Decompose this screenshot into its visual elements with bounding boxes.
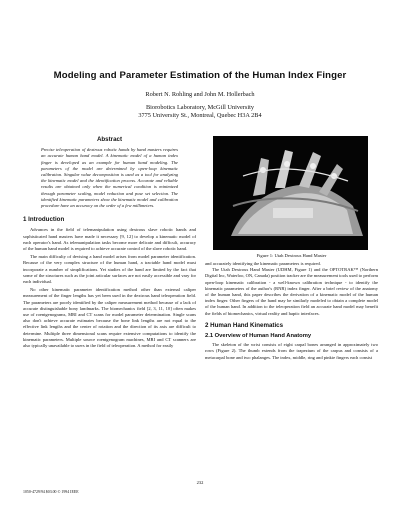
anatomy-heading: 2.1 Overview of Human Hand Anatomy: [205, 333, 312, 340]
left-column: [23, 137, 196, 351]
intro-paragraph-3: No other kinematic parameter identification method other than external caliper measurement of the finger lengths has yet been used in the dextrous hand teleoperation field. The parameters are poorly identified by the caliper measurement method because of a lack of accurate distinguishable bony landmarks. The biomechanics field [2, 3, 11, 10] often makes use of roentgenograms, MRI and CT scans for model parameter determination. Single scans also don't achieve accurate estimates because the bone link lengths are not equal to the effective link lengths and the center of rotation and the direction of its axis are difficult to determine. Multiple three dimensional scans require extensive computations to identify the kinematic parameters. Multiple source roentgenogram machines, MRI and CT scanners are also typically unavailable to users in the field of teleoperation. A method for easily: [23, 287, 196, 349]
abstract-text: Precise teleoperation of dextrous robotic hands by hand masters requires an accurate human hand model. A kinematic model of a human index finger is developed as an example for human hand modeling. The parameters of the model are determined by open-loop kinematic calibration. Singular value decomposition is used as a tool for analyzing the kinematic model and the identification process. Accurate and reliable results are obtained only when the numerical condition is minimized through parameter scaling, model reduction and pose set selection. The identified kinematic parameters show the kinematic model and calibration procedure have an accuracy on the order of a few millimeters.: [41, 147, 178, 209]
anatomy-paragraph: The skeleton of the wrist consists of eight carpal bones arranged in approximately two rows (Figure 2). The thumb extends from the trapezium of the carpus and consists of a metacarpal bone and two phalanges. The index, middle, ring and pinkie fingers each consist: [205, 342, 378, 360]
abstract-heading: Abstract: [96, 136, 123, 143]
right-column: [205, 261, 378, 363]
figure-caption: Figure 1: Utah Dextrous Hand Master: [256, 253, 327, 258]
copyright-footer: 1050-4729/94 $03.00 © 1994 IEEE: [23, 490, 79, 494]
address: 3775 University St., Montreal, Quebec H3A 2B4: [138, 112, 262, 119]
paper-title: Modeling and Parameter Estimation of the Human Index Finger: [53, 70, 347, 81]
introduction-heading: 1 Introduction: [23, 216, 65, 224]
page-number: 232: [196, 480, 204, 485]
hand-master-photo: [213, 136, 368, 250]
figure-utah-hand-master: [213, 136, 368, 250]
kinematics-heading: 2 Human Hand Kinematics: [205, 321, 284, 329]
intro-paragraph-1: Advances in the field of telemanipulation using dextrous slave robotic hands and sophisticated hand masters have made it necessary [9, 12] to develop a kinematic model of each operator's hand. As telemanipulation tasks become more delicate and difficult, accuracy of the human hand model is required to achieve accurate control of the slave robotic hand.: [23, 227, 196, 252]
affiliation: Biorobotics Laboratory, McGill University: [145, 104, 255, 111]
right-paragraph-1: and accurately identifying the kinematic parameters is required.: [205, 261, 321, 266]
right-paragraph-2: The Utah Dextrous Hand Master (UDHM, Figure 1) and the OPTOTRAK™ (Northern Digital Inc, Waterloo, ON, Canada) position tracker are the measurement tools used to perform open-loop kinematic calibration - a well-known calibration technique - to identify the kinematic parameters of the author's (RNR) index finger. After a brief review of the anatomy of the human hand, this paper describes the derivation of a kinematic model of the human index finger. Other fingers of the hand may be similarly modeled to obtain a complete model of the human hand. In addition to the teleoperation field an accurate hand model may benefit the fields of biomechanics, virtual reality and haptic interfaces.: [205, 267, 378, 316]
intro-paragraph-2: The main difficulty of devising a hand model arises from model parameter identification. Because of the very complex structure of the human hand, a tractable hand model must incorporate a number of simplifications. Yet studies of the hand are limited by the fact that some of the structures such as the joint articular surfaces are not easily accessible and vary for each individual.: [23, 254, 196, 285]
authors: Robert N. Rohling and John M. Hollerbach: [145, 91, 255, 98]
